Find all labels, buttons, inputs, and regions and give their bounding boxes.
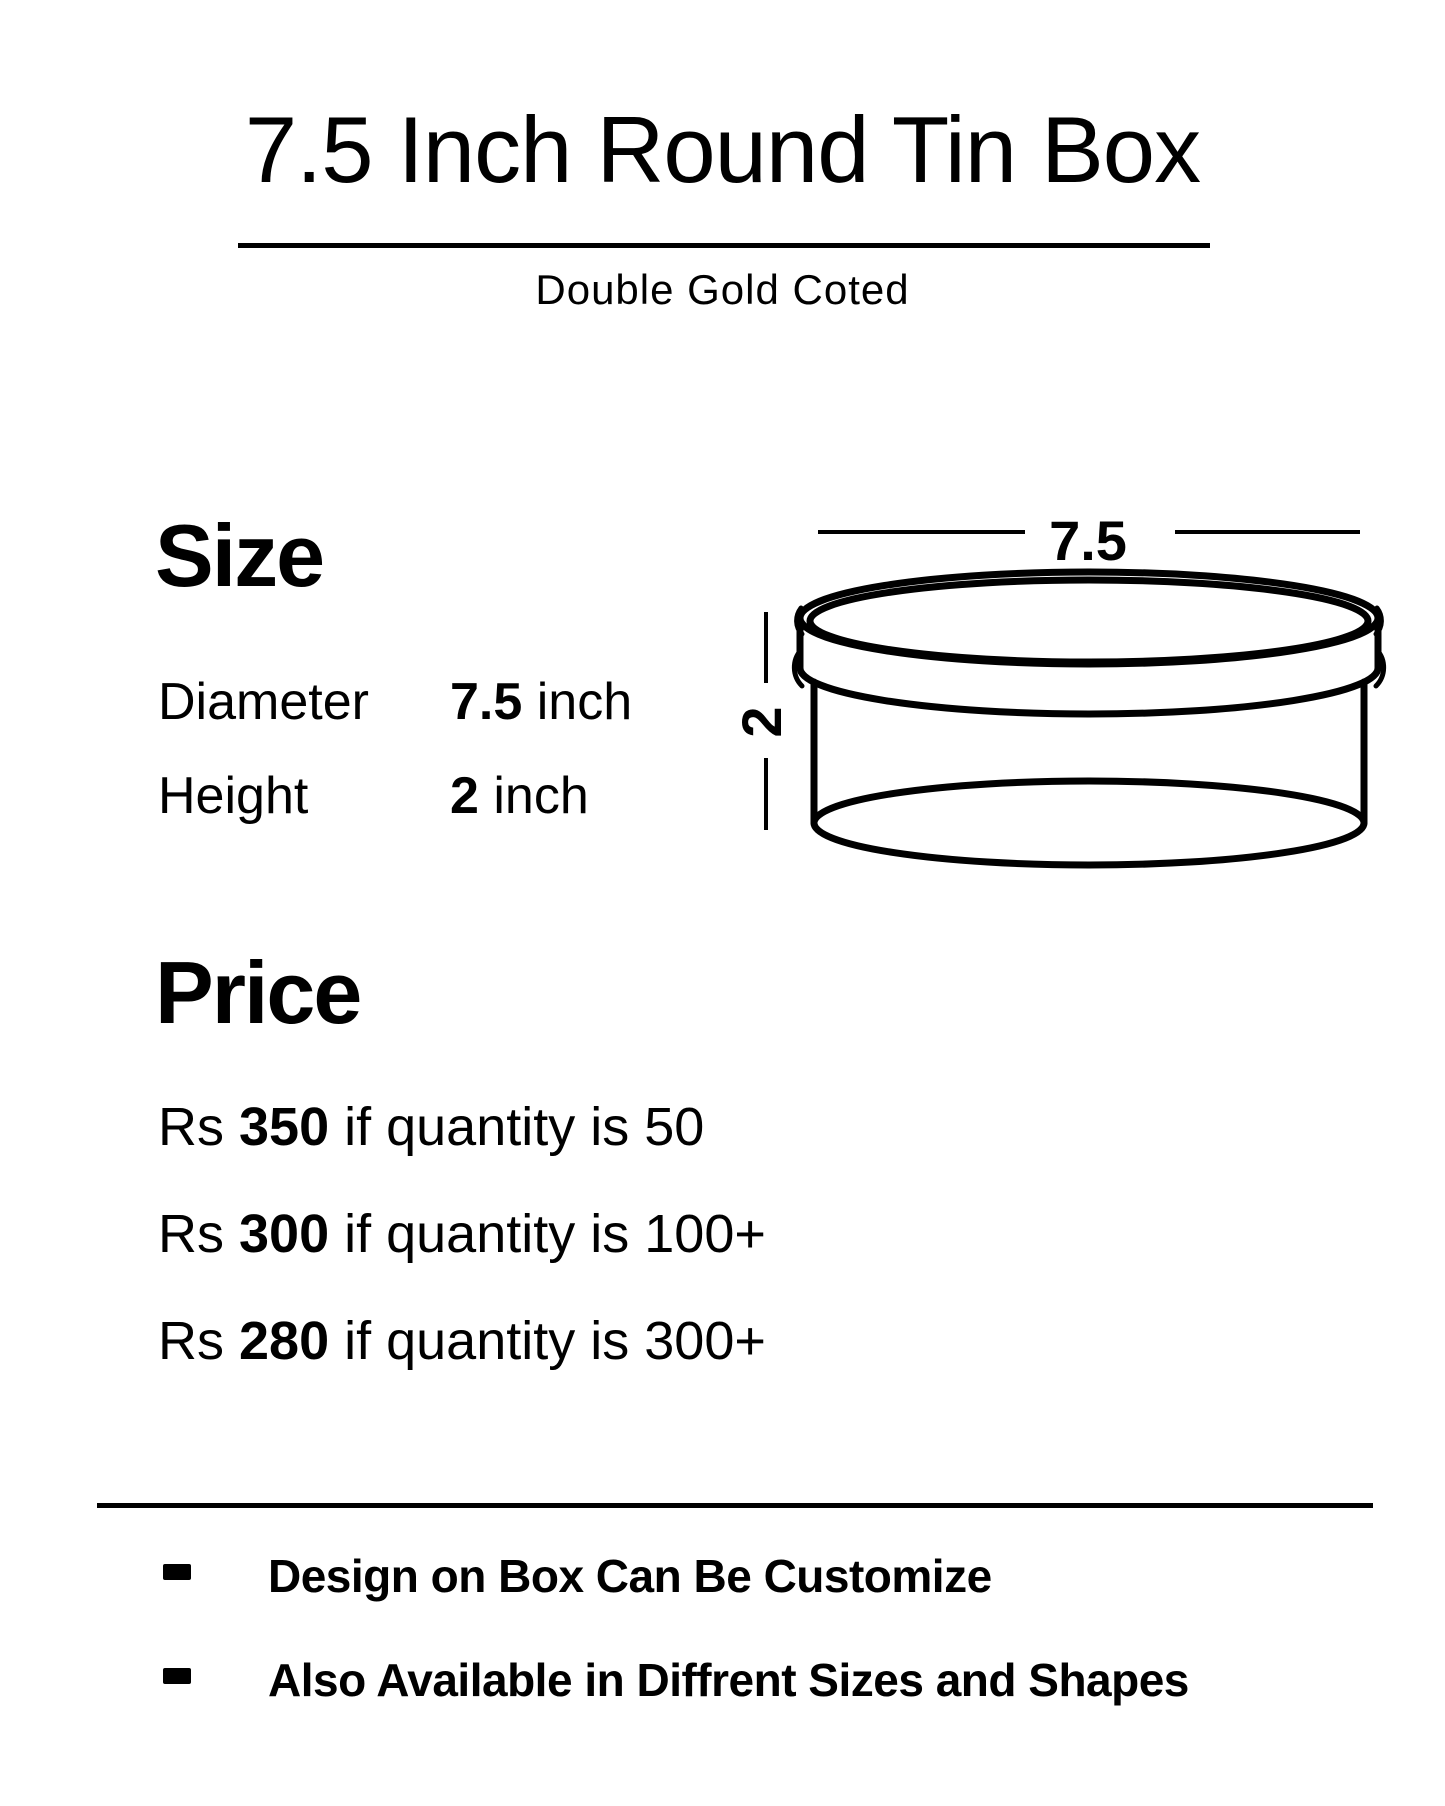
- price-amount: 300: [239, 1204, 330, 1264]
- price-row-qty-300: [158, 1310, 766, 1372]
- price-row-qty-100: [158, 1203, 766, 1265]
- price-row-qty-50: [158, 1096, 704, 1158]
- price-condition: if quantity is 300+: [329, 1311, 766, 1371]
- square-bullet-icon: [163, 1564, 191, 1580]
- tin-body-drawing: [814, 682, 1364, 865]
- diameter-value: 7.5: [450, 673, 523, 731]
- height-label: Height: [158, 767, 309, 825]
- note-text: Design on Box Can Be Customize: [268, 1550, 992, 1602]
- price-prefix: Rs: [158, 1204, 239, 1264]
- page-subtitle: Double Gold Coted: [535, 266, 910, 313]
- square-bullet-icon: [163, 1668, 191, 1684]
- height-value: 2: [450, 767, 479, 825]
- price-section-heading: Price: [155, 943, 361, 1042]
- size-section-heading: Size: [155, 506, 324, 605]
- title-underline: [238, 243, 1210, 248]
- tin-box-diagram: [726, 500, 1406, 880]
- page-title: 7.5 Inch Round Tin Box: [244, 97, 1201, 202]
- tin-lid-drawing: [794, 572, 1383, 714]
- price-condition: if quantity is 50: [329, 1097, 705, 1157]
- diameter-label: Diameter: [158, 673, 369, 731]
- height-dimension-label: 2: [729, 706, 793, 738]
- width-dimension-label: 7.5: [1049, 509, 1127, 572]
- spec-row-diameter: [158, 672, 718, 732]
- price-condition: if quantity is 100+: [329, 1204, 766, 1264]
- height-unit: inch: [478, 767, 589, 825]
- note-row-customize: [163, 1549, 992, 1603]
- price-prefix: Rs: [158, 1097, 239, 1157]
- price-amount: 350: [239, 1097, 330, 1157]
- diameter-unit: inch: [522, 673, 633, 731]
- price-amount: 280: [239, 1311, 330, 1371]
- price-prefix: Rs: [158, 1311, 239, 1371]
- section-divider: [97, 1503, 1373, 1508]
- note-row-sizes-shapes: [163, 1653, 1189, 1707]
- spec-row-height: [158, 766, 718, 826]
- note-text: Also Available in Diffrent Sizes and Shapes: [268, 1654, 1189, 1706]
